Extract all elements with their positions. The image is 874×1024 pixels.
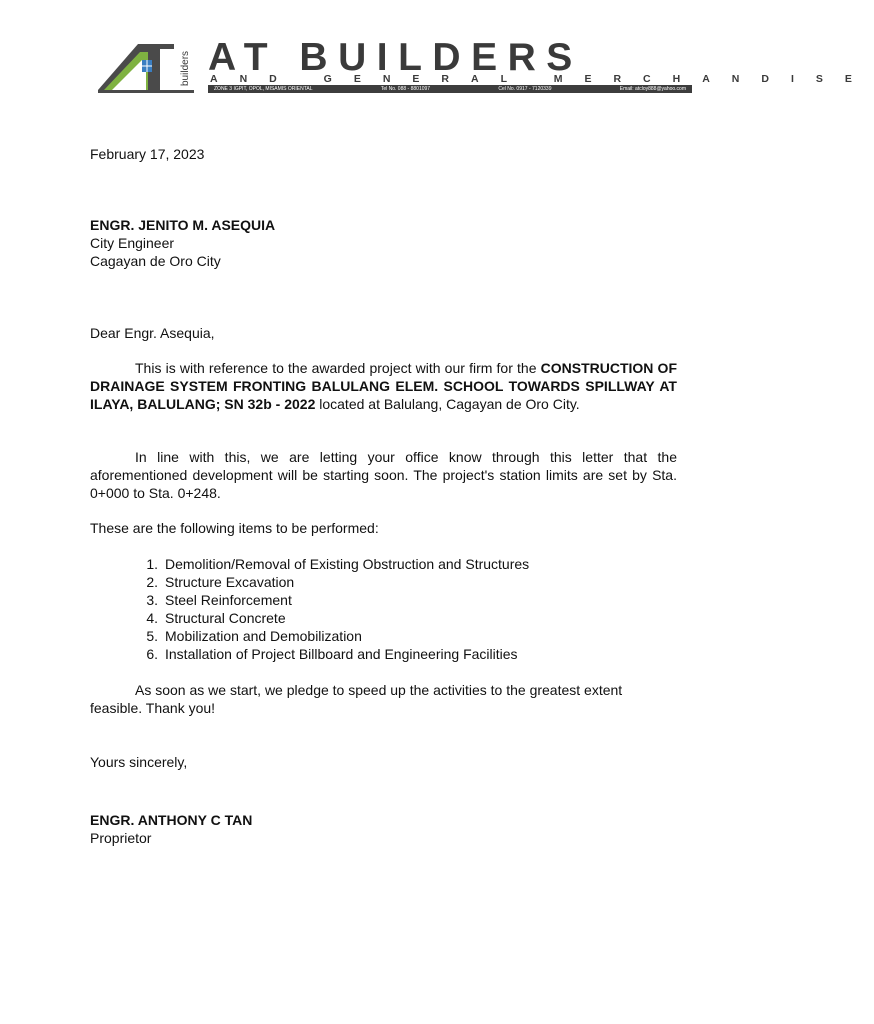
recipient-name: ENGR. JENITO M. ASEQUIA	[90, 217, 276, 233]
list-item-number: 4.	[146, 610, 158, 626]
list-item-text: Demolition/Removal of Existing Obstruction and Structures	[165, 556, 530, 572]
list-item-text: Structural Concrete	[165, 610, 286, 626]
list-item-number: 1.	[146, 556, 158, 572]
recipient-block	[90, 216, 677, 270]
list-item	[90, 591, 677, 609]
company-name: AT BUILDERS	[208, 36, 583, 79]
signer-title: Proprietor	[90, 830, 152, 846]
signature-block	[90, 811, 677, 847]
paragraph-notice-text: In line with this, we are letting your office know through this letter that the aforementioned development will be starting soon. The project's station limits are set by Sta. 0+000 to Sta. 0+248.	[90, 449, 677, 501]
work-items-list	[90, 555, 677, 663]
company-logo	[98, 40, 198, 98]
list-item-number: 3.	[146, 592, 158, 608]
list-item-number: 2.	[146, 574, 158, 590]
recipient-city: Cagayan de Oro City	[90, 253, 221, 269]
list-item-number: 6.	[146, 646, 158, 662]
logo-text: builders	[180, 50, 191, 86]
signer-name: ENGR. ANTHONY C TAN	[90, 812, 253, 828]
company-tel: Tel No. 088 - 8801097	[380, 86, 431, 92]
list-item	[90, 609, 677, 627]
paragraph-notice	[90, 448, 677, 502]
list-item-text: Mobilization and Demobilization	[165, 628, 362, 644]
contact-bar	[208, 85, 692, 93]
company-tagline: AND GENERAL MERCHANDISE	[210, 73, 874, 85]
list-item-text: Structure Excavation	[165, 574, 295, 590]
company-cel: Cel No. 0917 - 7120339	[498, 86, 552, 92]
list-item	[90, 573, 677, 591]
salutation: Dear Engr. Asequia,	[90, 325, 215, 341]
list-item	[90, 555, 677, 573]
list-item	[90, 645, 677, 663]
list-item	[90, 627, 677, 645]
company-address: ZONE 3 IGPIT, OPOL, MISAMIS ORIENTAL	[214, 86, 313, 92]
paragraph-pledge-text: As soon as we start, we pledge to speed up the activities to the greatest extent feasible. Thank you!	[90, 682, 623, 716]
list-item-number: 5.	[146, 628, 158, 644]
paragraph-reference-lead: This is with reference to the awarded project with our firm for the	[135, 360, 541, 376]
project-title: CONSTRUCTION OF DRAINAGE SYSTEM FRONTING BALULANG ELEM. SCHOOL TOWARDS SPILLWAY AT ILAYA, BALULANG; SN 32b - 2022	[90, 360, 678, 412]
paragraph-reference-tail: located at Balulang, Cagayan de Oro City.	[315, 396, 580, 412]
closing: Yours sincerely,	[90, 754, 188, 770]
letter-date: February 17, 2023	[90, 146, 205, 162]
letterhead	[98, 36, 874, 98]
paragraph-reference	[90, 359, 677, 413]
company-email: Email: atcloy888@yahoo.com	[619, 86, 686, 92]
paragraph-items-intro: These are the following items to be performed:	[90, 520, 379, 536]
list-item-text: Steel Reinforcement	[165, 592, 292, 608]
list-item-text: Installation of Project Billboard and Engineering Facilities	[165, 646, 518, 662]
paragraph-pledge	[90, 681, 677, 717]
recipient-title: City Engineer	[90, 235, 175, 251]
